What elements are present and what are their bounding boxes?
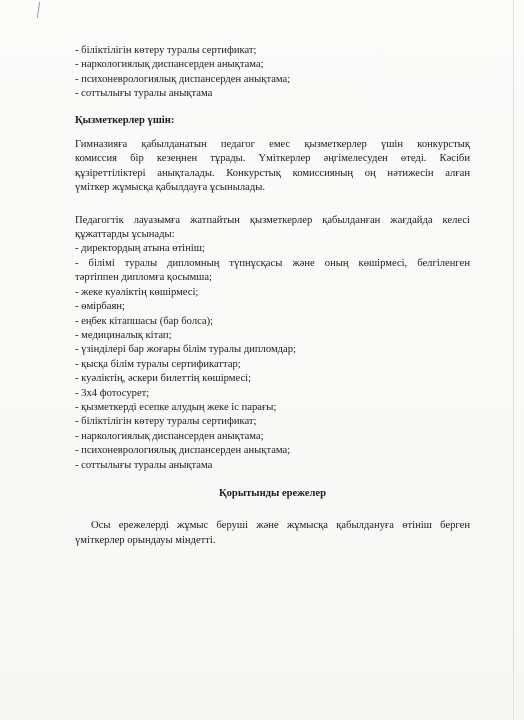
paragraph-line: комиссия бір кезеңнен тұрады. Үміткерлер әңгімелесуден өтеді. Кәсіби (75, 153, 470, 165)
list-item: - біліктілігін көтеру туралы сертификат; (75, 45, 257, 56)
list-item: - жеке куәліктің көшірмесі; (75, 286, 199, 298)
list-item: - біліктілігін көтеру туралы сертификат; (75, 416, 257, 428)
staff-paragraph (75, 138, 470, 196)
paragraph-line: үміткер жұмысқа қабылдауға ұсынылады. (75, 182, 265, 194)
paragraph-line: құзіреттіліктері анықталады. Конкурстық комиссияның оң нәтижесін алған (75, 167, 470, 179)
list-item: - куәліктің, әскери билеттің көшірмесі; (75, 373, 252, 385)
list-item: - 3х4 фотосурет; (75, 387, 150, 399)
paragraph-line: үміткерлер орындауы міндетті. (75, 534, 216, 546)
paragraph-line: Гимназияға қабылданатын педагог емес қызметкерлер үшін конкурстық (75, 139, 470, 151)
list-item: - қысқа білім туралы сертификаттар; (75, 358, 241, 370)
list-item: - үзінділері бар жоғары білім туралы дипломдар; (75, 344, 296, 356)
document-body (75, 44, 470, 548)
staff-heading: Қызметкерлер үшін: (75, 114, 175, 126)
list-item: - соттылығы туралы анықтама (75, 459, 213, 471)
paragraph-line: Педагогтік лауазымға жатпайтын қызметкерлер қабылданған жағдайда келесі (75, 214, 470, 226)
list-item: - психоневрологиялық диспансерден анықтама; (75, 73, 291, 85)
list-item: тәртіппен дипломға қосымша; (75, 272, 212, 284)
list-item: - өмірбаян; (75, 301, 125, 313)
list-item: - соттылығы туралы анықтама (75, 88, 213, 100)
list-item: - қызметкерді есепке алудың жеке іс парағы; (75, 401, 277, 413)
list-item: - наркологиялық диспансерден анықтама; (75, 430, 264, 442)
paragraph-line: құжаттарды ұсынады: (75, 229, 175, 241)
list-item: - білімі туралы дипломның түпнұсқасы және оның көшірмесі, белгіленген (75, 257, 470, 269)
final-heading: Қорытынды ережелер (218, 487, 327, 499)
list-item: - директордың атына өтініш; (75, 243, 205, 255)
corner-mark (37, 2, 40, 18)
list-item: - наркологиялық диспансерден анықтама; (75, 59, 264, 71)
top-list (75, 44, 470, 102)
list-item: - еңбек кітапшасы (бар болса); (75, 315, 214, 327)
docs-intro (75, 214, 470, 243)
final-paragraph (75, 519, 470, 548)
page-edge (513, 0, 514, 720)
paragraph-line: Осы ережелерді жұмыс беруші және жұмысқа қабылдануға өтініш берген (91, 520, 470, 532)
list-item: - психоневрологиялық диспансерден анықтама; (75, 445, 291, 457)
list-item: - медициналық кітап; (75, 329, 172, 341)
docs-list (75, 242, 470, 473)
